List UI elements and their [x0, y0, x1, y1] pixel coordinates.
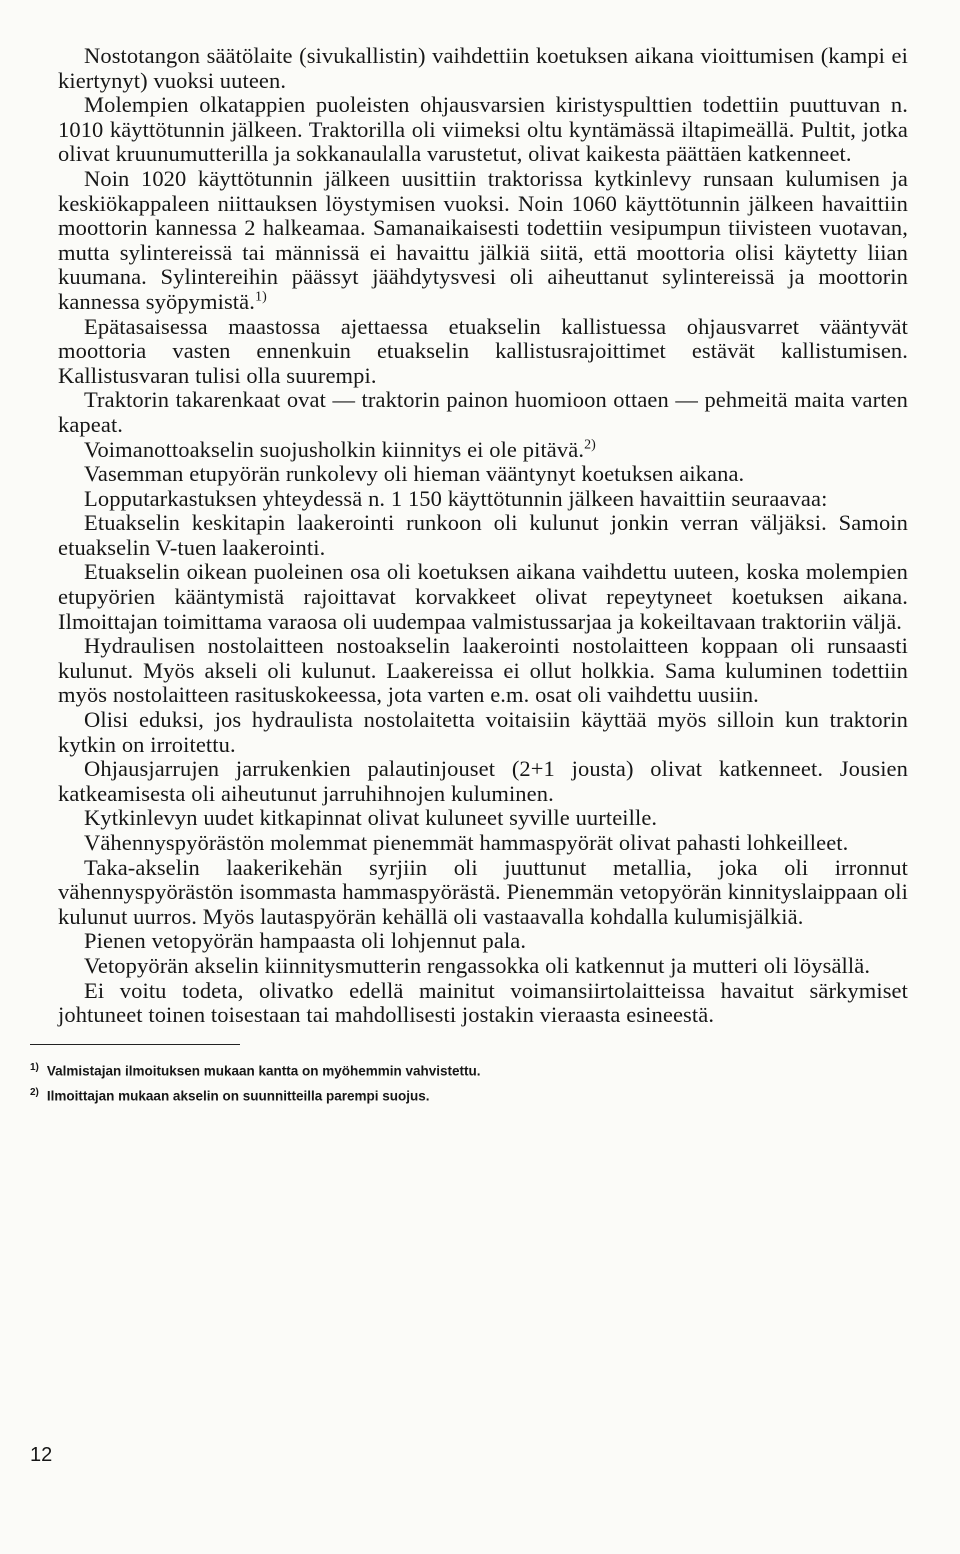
footnote-ref-2: 2): [584, 437, 596, 452]
footnote-text-2: Ilmoittajan mukaan akselin on suunnitteilla parempi suojus.: [46, 1088, 430, 1104]
paragraph-1: Nostotangon säätölaite (sivukallistin) vaihdettiin koetuksen aikana vioittumisen (kampi ei kiertynyt) vuoksi uuteen.: [58, 43, 908, 93]
footnote-divider: [30, 1044, 240, 1045]
paragraph-8: Lopputarkastuksen yhteydessä n. 1 150 käyttötunnin jälkeen havaittiin seuraavaa:: [84, 485, 828, 511]
paragraph-12: Olisi eduksi, jos hydraulista nostolaitetta voitaisiin käyttää myös silloin kun traktorin kytkin on irroitettu.: [58, 707, 908, 757]
paragraph-2: Molempien olkatappien puoleisten ohjausvarsien kiristyspulttien todettiin puuttuvan n. 1010 käyttötunnin jälkeen. Traktorilla oli viimeksi oltu kyntämässä iltapimeällä. Pultit, jotka olivat kruunumutterilla ja sokkanaulalla varustetut, olivat kaikesta päättäen katkenneet.: [58, 92, 908, 167]
body-text: [58, 44, 908, 1028]
footnote-1: [30, 1057, 908, 1083]
paragraph-14: Kytkinlevyn uudet kitkapinnat olivat kuluneet syville uurteille.: [84, 805, 658, 831]
paragraph-5: Traktorin takarenkaat ovat — traktorin painon huomioon ottaen — pehmeitä maita varten kapeat.: [58, 387, 908, 437]
paragraph-4: Epätasaisessa maastossa ajettaessa etuakselin kallistuessa ohjausvarret vääntyvät moottoria vasten ennenkuin etuakselin kallistusrajoittimet estävät kallistumisen. Kallistusvaran tulisi olla suurempi.: [58, 313, 908, 388]
paragraph-7: Vasemman etupyörän runkolevy oli hieman vääntynyt koetuksen aikana.: [84, 461, 745, 487]
paragraph-9: Etuakselin keskitapin laakerointi runkoon oli kulunut jonkin verran väljäksi. Samoin etuakselin V-tuen laakerointi.: [58, 510, 908, 560]
paragraph-17: Pienen vetopyörän hampaasta oli lohjennut pala.: [84, 928, 527, 954]
paragraph-16: Taka-akselin laakerikehän syrjiin oli juuttunut metallia, joka oli irronnut vähennyspyörästön isommasta hammaspyörästä. Pienemmän vetopyörän kinnityslaippaan oli kulunut uurros. Myös lautaspyörän kehällä oli vastaavalla kohdalla kulumisjälkiä.: [58, 854, 908, 929]
page-number: 12: [30, 1444, 53, 1466]
paragraph-11: Hydraulisen nostolaitteen nostoakselin laakerointi nostolaitteen koppaan oli runsaasti kulunut. Myös akseli oli kulunut. Laakereissa ei ollut holkkia. Sama kuluminen todettiin myös nostolaitteen rasituskokeessa, jota varten e.m. osat oli vaihdettu uusiin.: [58, 633, 908, 708]
paragraph-15: Vähennyspyörästön molemmat pienemmät hammaspyörät olivat pahasti lohkeilleet.: [84, 830, 849, 855]
footnote-mark-2: 2): [30, 1087, 39, 1099]
footnote-ref-1: 1): [254, 289, 267, 305]
paragraph-3: Noin 1020 käyttötunnin jälkeen uusittiin traktorissa kytkinlevy runsaan kulumisen ja keskiökappaleen niittauksen löystymisen vuoksi. Noin 1060 käyttötunnin jälkeen havaittiin moottorin kannessa 2 halkeamaa. Samanaikaisesti todettiin vesipumpun tiivisteen vuotavan, mutta sylintereissä tai männissä ei havaittu jälkiä siitä, että moottoria olisi käytetty liian kuumana. Sylintereihin päässyt jäähdytysvesi oli aiheuttanut sylintereissä ja moottorin kannessa syöpymistä.$^{1)}$: [58, 165, 908, 314]
paragraph-18: Vetopyörän akselin kiinnitysmutterin rengassokka oli katkennut ja mutteri oli löysällä.: [84, 952, 871, 978]
paragraph-10: Etuakselin oikean puoleinen osa oli koetuksen aikana vaihdettu uuteen, koska molempien etupyörien kääntymistä rajoittavat korvakkeet olivat repeytyneet koetuksen aikana. Ilmoittajan toimittama varaosa oli uudempaa valmistussarjaa ja kokeiltavaan traktoriin väljä.: [58, 559, 908, 634]
footnote-text-1: Valmistajan ilmoituksen mukaan kantta on myöhemmin vahvistettu.: [46, 1063, 481, 1079]
footnote-2: [30, 1082, 908, 1108]
paragraph-6: Voimanottoakselin suojusholkin kiinnitys ei ole pitävä.$^{2)}$: [84, 436, 596, 462]
paragraph-19: Ei voitu todeta, olivatko edellä mainitut voimansiirtolaitteissa havaitut särkymiset johtuneet toinen toisestaan tai mahdollisesti jostakin vieraasta esineestä.: [58, 977, 908, 1028]
footnotes: [30, 1057, 908, 1108]
paragraph-13: Ohjausjarrujen jarrukenkien palautinjouset (2+1 jousta) olivat katkenneet. Jousien katkeamisesta oli aiheutunut jarruhihnojen kuluminen.: [58, 756, 908, 806]
footnote-mark-1: 1): [30, 1061, 39, 1073]
